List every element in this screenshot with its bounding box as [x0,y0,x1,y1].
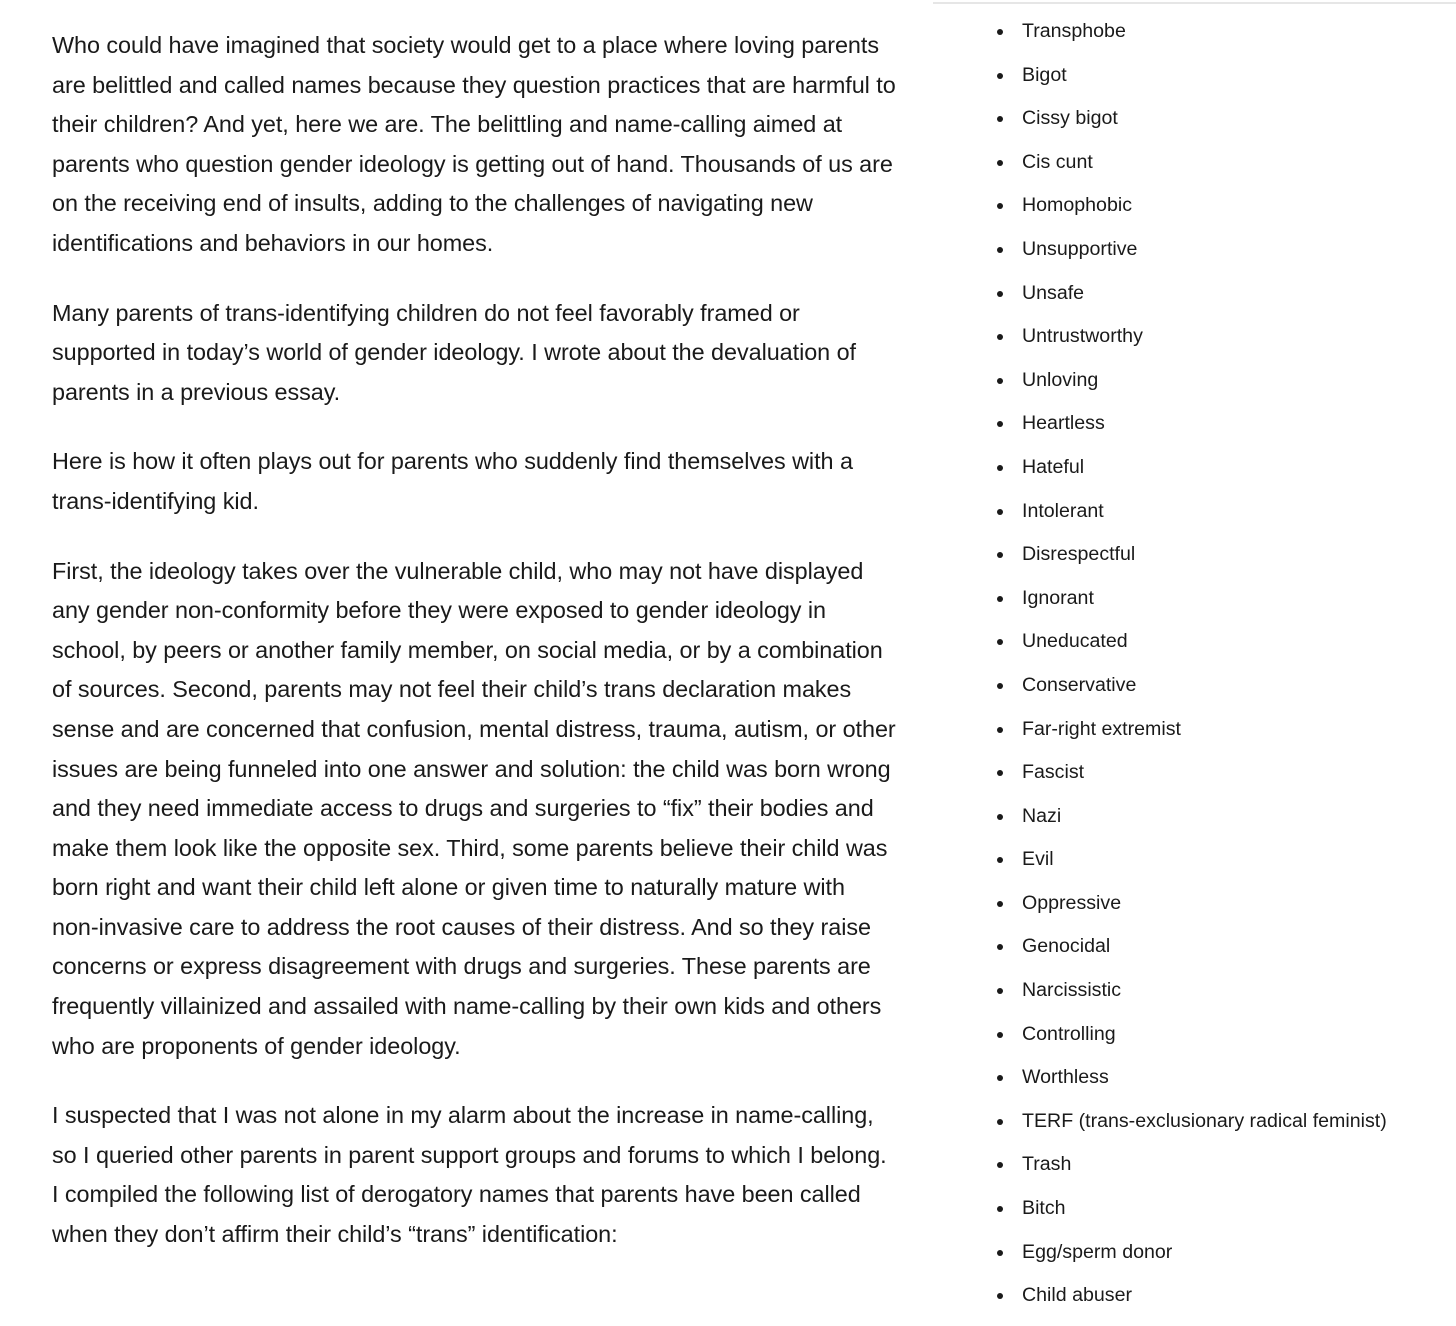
bullet-icon [997,639,1003,645]
bullet-icon [997,334,1003,340]
bullet-icon [997,857,1003,863]
list-item-label: Far-right extremist [1022,717,1181,740]
bullet-icon [997,596,1003,602]
bullet-icon [997,552,1003,558]
list-item [1022,1013,1387,1057]
list-item-label: TERF (trans-exclusionary radical feminist) [1022,1109,1387,1132]
list-item [1022,751,1387,795]
essay-body [52,26,897,1285]
list-item-label: Bitch [1022,1197,1066,1220]
list-item-label: Trash [1022,1153,1072,1176]
list-item [1022,446,1387,490]
list-item-label: Homophobic [1022,194,1133,217]
bullet-icon [997,1162,1003,1168]
list-item [1022,315,1387,359]
list-item [1022,533,1387,577]
bullet-icon [997,683,1003,689]
list-item-label: Oppressive [1022,891,1122,914]
list-item [1022,10,1387,54]
list-item [1022,838,1387,882]
list-item [1022,1100,1387,1144]
essay-paragraph: Many parents of trans-identifying children do not feel favorably framed or supported in today’s world of gender ideology. I wrote about the devaluation of parents in a previous essay. [52,299,856,405]
list-item-label: Evil [1022,848,1054,871]
bullet-icon [997,1075,1003,1081]
list-item [1022,141,1387,185]
list-item [1022,577,1387,621]
essay-paragraph: Here is how it often plays out for parents who suddenly find themselves with a trans-identifying kid. [52,448,853,514]
bullet-icon [997,1032,1003,1038]
bullet-icon [997,203,1003,209]
list-item [1022,708,1387,752]
bullet-icon [997,378,1003,384]
list-item-label: Intolerant [1022,499,1104,522]
list-item [1022,1143,1387,1187]
list-item [1022,184,1387,228]
top-divider [933,2,1456,4]
list-item [1022,1231,1387,1275]
list-item [1022,97,1387,141]
list-item [1022,228,1387,272]
list-item-label: Ignorant [1022,586,1094,609]
list-item [1022,1187,1387,1231]
essay-paragraph: First, the ideology takes over the vulnerable child, who may not have displayed any gender non-conformity before they were exposed to gender ideology in school, by peers or another family member, on social media, or by a combination of sources. Second, parents may not feel their child’s trans declaration makes sense and are concerned that confusion, mental distress, trauma, autism, or other issues are being funneled into one answer and solution: the child was born wrong and they need immediate access to drugs and surgeries to “fix” their bodies and make them look like the opposite sex. Third, some parents believe their child was born right and want their child left alone or given time to naturally mature with non-invasive care to address the root causes of their distress. And so they raise concerns or express disagreement with drugs and surgeries. These parents are frequently villainized and assailed with name-calling by their own kids and others who are proponents of gender ideology. [52,557,896,1059]
list-item [1022,664,1387,708]
list-item [1022,969,1387,1013]
list-item-label: Hateful [1022,455,1085,478]
bullet-icon [997,1293,1003,1299]
list-item-label: Heartless [1022,412,1105,435]
list-item [1022,490,1387,534]
list-item-label: Unloving [1022,368,1099,391]
list-item [1022,402,1387,446]
list-item-label: Egg/sperm donor [1022,1240,1173,1263]
bullet-icon [997,727,1003,733]
essay-paragraph: Who could have imagined that society would get to a place where loving parents are belittled and called names because they question practices that are harmful to their children? And yet, here we are. The belittling and name-calling aimed at parents who question gender ideology is getting out of hand. Thousands of us are on the receiving end of insults, adding to the challenges of navigating new identifications and behaviors in our homes. [52,32,896,256]
bullet-icon [997,73,1003,79]
bullet-icon [997,291,1003,297]
bullet-icon [997,1206,1003,1212]
list-item-label: Worthless [1022,1066,1109,1089]
bullet-icon [997,247,1003,253]
bullet-icon [997,901,1003,907]
bullet-icon [997,29,1003,35]
bullet-icon [997,770,1003,776]
bullet-icon [997,814,1003,820]
list-item [1022,272,1387,316]
list-item-label: Child abuser [1022,1284,1133,1307]
essay-paragraph: I suspected that I was not alone in my alarm about the increase in name-calling, so I queried other parents in parent support groups and forums to which I belong. I compiled the following list of derogatory names that parents have been called when they don’t affirm their child’s “trans” identification: [52,1102,887,1248]
list-item-label: Nazi [1022,804,1062,827]
list-item [1022,882,1387,926]
bullet-icon [997,509,1003,515]
list-item-label: Controlling [1022,1022,1116,1045]
list-item-label: Cis cunt [1022,150,1093,173]
bullet-icon [997,988,1003,994]
list-item-label: Unsafe [1022,281,1085,304]
list-item-label: Bigot [1022,63,1067,86]
list-item [1022,795,1387,839]
list-item-label: Genocidal [1022,935,1111,958]
list-item-label: Narcissistic [1022,979,1122,1002]
bullet-icon [997,160,1003,166]
list-item [1022,925,1387,969]
list-item-label: Untrustworthy [1022,325,1143,348]
bullet-icon [997,421,1003,427]
list-item [1022,1274,1387,1318]
list-item [1022,359,1387,403]
list-item [1022,1056,1387,1100]
list-item [1022,620,1387,664]
bullet-icon [997,1250,1003,1256]
bullet-icon [997,116,1003,122]
list-item-label: Uneducated [1022,630,1128,653]
bullet-icon [997,944,1003,950]
list-item-label: Transphobe [1022,20,1126,42]
bullet-icon [997,1119,1003,1125]
bullet-icon [997,465,1003,471]
derogatory-names-list [1022,10,1387,1318]
list-item-label: Fascist [1022,761,1085,784]
list-item-label: Unsupportive [1022,237,1138,260]
list-item-label: Conservative [1022,673,1137,696]
list-item-label: Cissy bigot [1022,107,1118,130]
list-item [1022,54,1387,98]
list-item-label: Disrespectful [1022,543,1136,566]
